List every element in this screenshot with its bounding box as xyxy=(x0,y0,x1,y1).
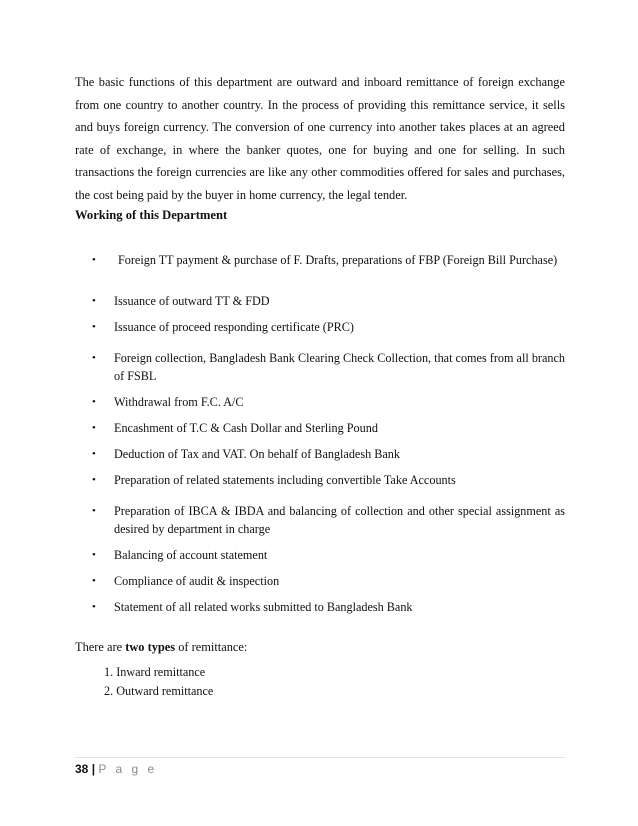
remittance-intro-after: of remittance: xyxy=(175,640,248,654)
bullet-item xyxy=(75,445,565,463)
bullet-item xyxy=(75,598,565,616)
bullet-text: Preparation of IBCA & IBDA and balancing of collection and other special assignment as desired by department in charge xyxy=(114,504,565,536)
bullet-text: Issuance of proceed responding certificate (PRC) xyxy=(114,320,354,334)
bullet-item xyxy=(75,546,565,564)
bullet-icon: • xyxy=(92,352,96,364)
bullet-icon: • xyxy=(92,505,96,517)
bullet-text: Withdrawal from F.C. A/C xyxy=(114,395,244,409)
footer-separator: | xyxy=(91,762,96,776)
page-footer xyxy=(75,762,157,776)
bullet-icon: • xyxy=(92,254,96,266)
bullet-text: Deduction of Tax and VAT. On behalf of Bangladesh Bank xyxy=(114,447,400,461)
bullet-text: Compliance of audit & inspection xyxy=(114,574,280,588)
bullet-item xyxy=(75,349,565,385)
bullet-item xyxy=(75,251,565,269)
remittance-intro-before: There are xyxy=(75,640,126,654)
bullet-text: Issuance of outward TT & FDD xyxy=(114,294,270,308)
bullet-text: Statement of all related works submitted to Bangladesh Bank xyxy=(114,600,413,614)
bullet-icon: • xyxy=(92,295,96,307)
section-heading: Working of this Department xyxy=(75,208,228,222)
page-number: 38 xyxy=(75,762,89,776)
bullet-text: Balancing of account statement xyxy=(114,548,268,562)
remittance-intro xyxy=(75,640,247,655)
bullet-text: Foreign collection, Bangladesh Bank Clearing Check Collection, that comes from all branch of FSBL xyxy=(114,351,565,383)
bullet-item xyxy=(75,292,565,310)
intro-paragraph: The basic functions of this department are outward and inboard remittance of foreign exchange from one country to another country. In the process of providing this remittance service, it sells and buys foreign currency. The conversion of one currency into another takes places at an agreed rate of exchange, in where the banker quotes, one for buying and one for selling. In such transactions the foreign currencies are like any other commodities offered for sales and purchases, the cost being paid by the buyer in home currency, the legal tender. xyxy=(75,75,565,202)
remittance-intro-bold: two types xyxy=(125,640,176,654)
bullet-icon: • xyxy=(92,549,96,561)
bullet-icon: • xyxy=(92,321,96,333)
bullet-item xyxy=(75,419,565,437)
page-label: P a g e xyxy=(98,762,158,776)
bullet-icon: • xyxy=(92,448,96,460)
bullet-text: Foreign TT payment & purchase of F. Drafts, preparations of FBP (Foreign Bill Purchase) xyxy=(118,253,558,267)
bullet-item xyxy=(75,471,565,489)
bullet-item xyxy=(75,318,565,336)
remittance-type-item: 2. Outward remittance xyxy=(104,684,214,698)
bullet-item xyxy=(75,502,565,538)
bullet-text: Preparation of related statements including convertible Take Accounts xyxy=(114,473,456,487)
bullet-icon: • xyxy=(92,396,96,408)
remittance-type-item: 1. Inward remittance xyxy=(104,665,206,679)
bullet-icon: • xyxy=(92,422,96,434)
bullet-icon: • xyxy=(92,575,96,587)
bullet-item xyxy=(75,393,565,411)
bullet-icon: • xyxy=(92,474,96,486)
footer-divider xyxy=(75,757,565,758)
bullet-text: Encashment of T.C & Cash Dollar and Sterling Pound xyxy=(114,421,378,435)
bullet-item xyxy=(75,572,565,590)
bullet-icon: • xyxy=(92,601,96,613)
